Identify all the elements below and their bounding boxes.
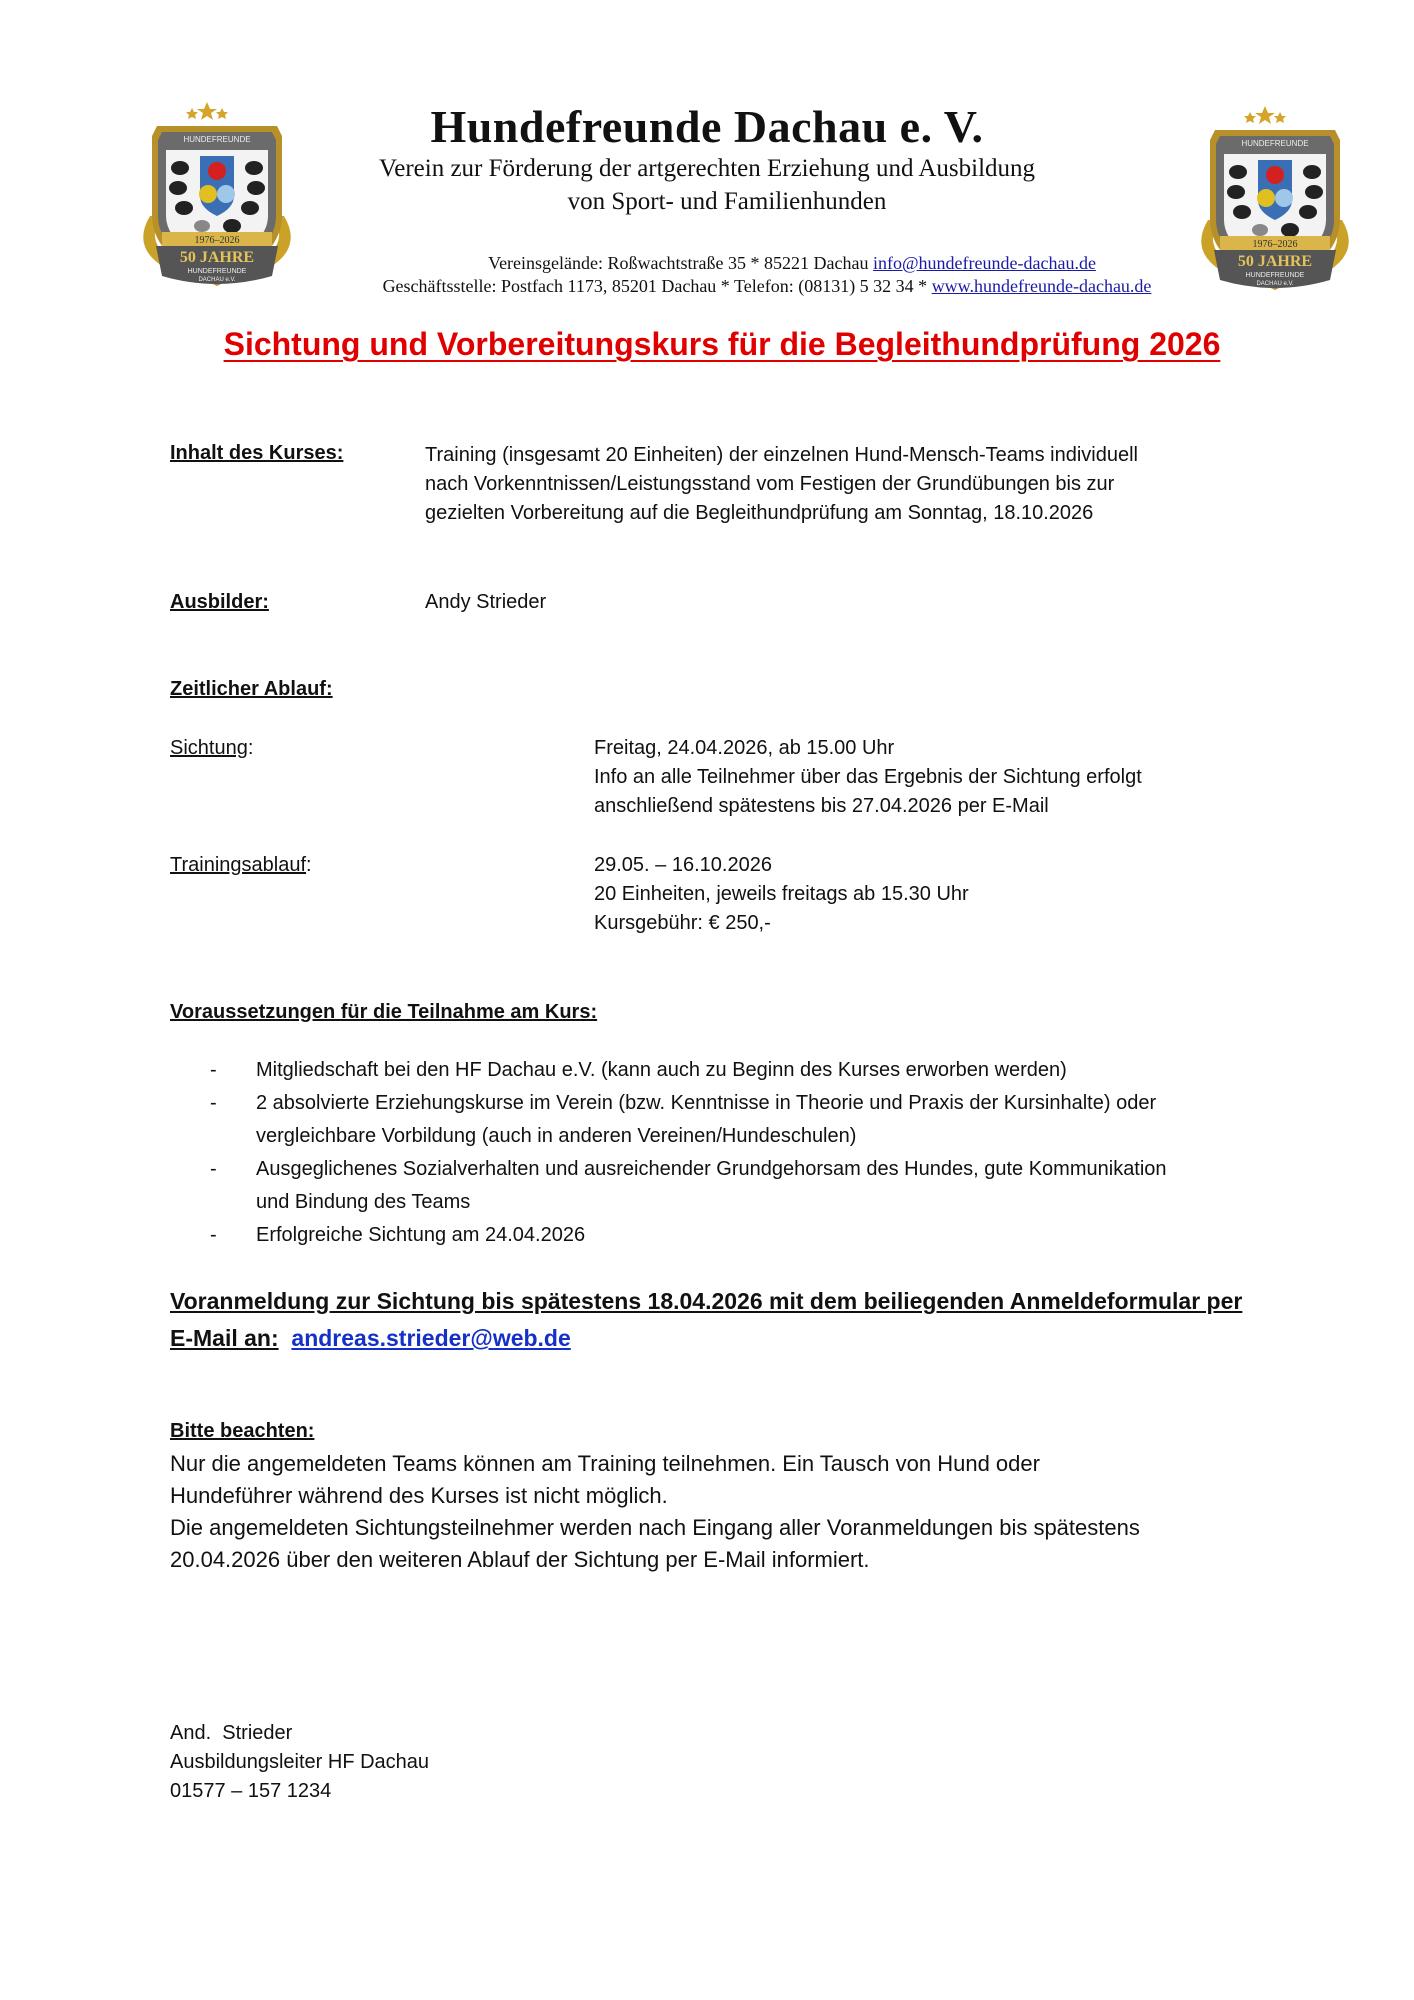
svg-text:HUNDEFREUNDE: HUNDEFREUNDE — [183, 135, 251, 144]
content-line: nach Vorkenntnissen/Leistungsstand vom Festigen der Grundübungen bis zur — [425, 473, 1115, 495]
notice-line: Nur die angemeldeten Teams können am Training teilnehmen. Ein Tausch von Hund oder — [170, 1451, 1040, 1476]
bullet-dash: - — [210, 1158, 217, 1180]
training-details — [594, 851, 1294, 938]
requirements-heading: Voraussetzungen für die Teilnahme am Kurs: — [170, 1001, 598, 1023]
registration-block — [170, 1283, 1320, 1357]
org-subtitle-line2: von Sport- und Familienhunden — [567, 188, 887, 215]
svg-text:HUNDEFREUNDE: HUNDEFREUNDE — [187, 268, 247, 275]
bullet-dash: - — [210, 1092, 217, 1114]
sichtung-label: Sichtung — [170, 737, 248, 759]
svg-text:DACHAU e.V.: DACHAU e.V. — [198, 277, 236, 283]
registration-line: Voranmeldung zur Sichtung bis spätestens 18.04.2026 mit dem beiliegenden Anmeldeformular per — [170, 1288, 1243, 1314]
training-line: Kursgebühr: € 250,- — [594, 912, 771, 934]
notice-heading: Bitte beachten: — [170, 1420, 315, 1442]
svg-text:1976–2026: 1976–2026 — [194, 235, 240, 246]
content-line: Training (insgesamt 20 Einheiten) der einzelnen Hund-Mensch-Teams individuell — [425, 444, 1138, 466]
sichtung-colon: : — [247, 737, 254, 759]
content-label: Inhalt des Kurses: — [170, 442, 344, 464]
requirement-text: Ausgeglichenes Sozialverhalten und ausreichender Grundgehorsam des Hundes, gute Kommunikation — [256, 1158, 1167, 1180]
website-link[interactable]: www.hundefreunde-dachau.de — [931, 276, 1152, 296]
notice-line: Die angemeldeten Sichtungsteilnehmer werden nach Eingang aller Voranmeldungen bis spätestens — [170, 1515, 1140, 1540]
signature-phone: 01577 – 157 1234 — [170, 1780, 332, 1802]
signature-name: And. Strieder — [170, 1722, 293, 1744]
training-colon: : — [306, 854, 312, 876]
trainer-value: Andy Strieder — [425, 591, 547, 613]
address-text: Vereinsgelände: Roßwachtstraße 35 * 85221 Dachau — [488, 253, 873, 273]
document-title: Sichtung und Vorbereitungskurs für die Begleithundprüfung 2026 — [223, 326, 1221, 362]
signature-role: Ausbildungsleiter HF Dachau — [170, 1751, 430, 1773]
email-link[interactable]: info@hundefreunde-dachau.de — [872, 253, 1096, 273]
signature-block — [170, 1719, 429, 1806]
address-line1 — [0, 253, 1414, 274]
requirement-text: Mitgliedschaft bei den HF Dachau e.V. (kann auch zu Beginn des Kurses erworben werden) — [256, 1059, 1067, 1081]
bullet-dash: - — [210, 1059, 217, 1081]
sichtung-line: Freitag, 24.04.2026, ab 15.00 Uhr — [594, 737, 895, 759]
notice-line: 20.04.2026 über den weiteren Ablauf der Sichtung per E-Mail informiert. — [170, 1547, 870, 1572]
content-text — [425, 441, 1325, 528]
notice-line: Hundeführer während des Kurses ist nicht möglich. — [170, 1483, 668, 1508]
training-line: 20 Einheiten, jeweils freitags ab 15.30 Uhr — [594, 883, 969, 905]
sichtung-label-wrap — [170, 734, 253, 763]
svg-text:HUNDEFREUNDE: HUNDEFREUNDE — [1245, 272, 1305, 279]
training-label: Trainingsablauf — [170, 854, 307, 876]
email-label: E-Mail an: — [170, 1325, 279, 1351]
content-line: gezielten Vorbereitung auf die Begleithundprüfung am Sonntag, 18.10.2026 — [425, 502, 1094, 524]
schedule-heading: Zeitlicher Ablauf: — [170, 678, 333, 700]
trainer-label: Ausbilder: — [170, 591, 269, 613]
training-line: 29.05. – 16.10.2026 — [594, 854, 772, 876]
svg-text:50 JAHRE: 50 JAHRE — [179, 249, 255, 266]
office-text: Geschäftsstelle: Postfach 1173, 85201 Dachau * Telefon: (08131) 5 32 34 * — [382, 276, 932, 296]
requirement-text: Erfolgreiche Sichtung am 24.04.2026 — [256, 1224, 586, 1246]
registration-email-link[interactable]: andreas.strieder@web.de — [291, 1325, 571, 1351]
address-line2 — [0, 276, 1414, 297]
sichtung-line: anschließend spätestens bis 27.04.2026 per E-Mail — [594, 795, 1049, 817]
svg-text:DACHAU e.V.: DACHAU e.V. — [1256, 281, 1294, 287]
svg-text:1976–2026: 1976–2026 — [1252, 239, 1298, 250]
bullet-dash: - — [210, 1224, 217, 1246]
org-subtitle-line1: Verein zur Förderung der artgerechten Erziehung und Ausbildung — [378, 155, 1036, 182]
org-name: Hundefreunde Dachau e. V. — [430, 101, 984, 152]
svg-text:HUNDEFREUNDE: HUNDEFREUNDE — [1241, 139, 1309, 148]
registration-email-line — [170, 1320, 1320, 1357]
sichtung-details — [594, 734, 1294, 821]
requirement-text: und Bindung des Teams — [256, 1191, 471, 1213]
requirement-text: vergleichbare Vorbildung (auch in anderen Vereinen/Hundeschulen) — [256, 1125, 857, 1147]
notice-text — [170, 1448, 1320, 1576]
sichtung-line: Info an alle Teilnehmer über das Ergebnis der Sichtung erfolgt — [594, 766, 1142, 788]
training-label-wrap — [170, 851, 312, 880]
svg-text:50 JAHRE: 50 JAHRE — [1237, 253, 1313, 270]
requirement-text: 2 absolvierte Erziehungskurse im Verein (bzw. Kenntnisse in Theorie und Praxis der Kursinhalte) oder — [256, 1092, 1157, 1114]
